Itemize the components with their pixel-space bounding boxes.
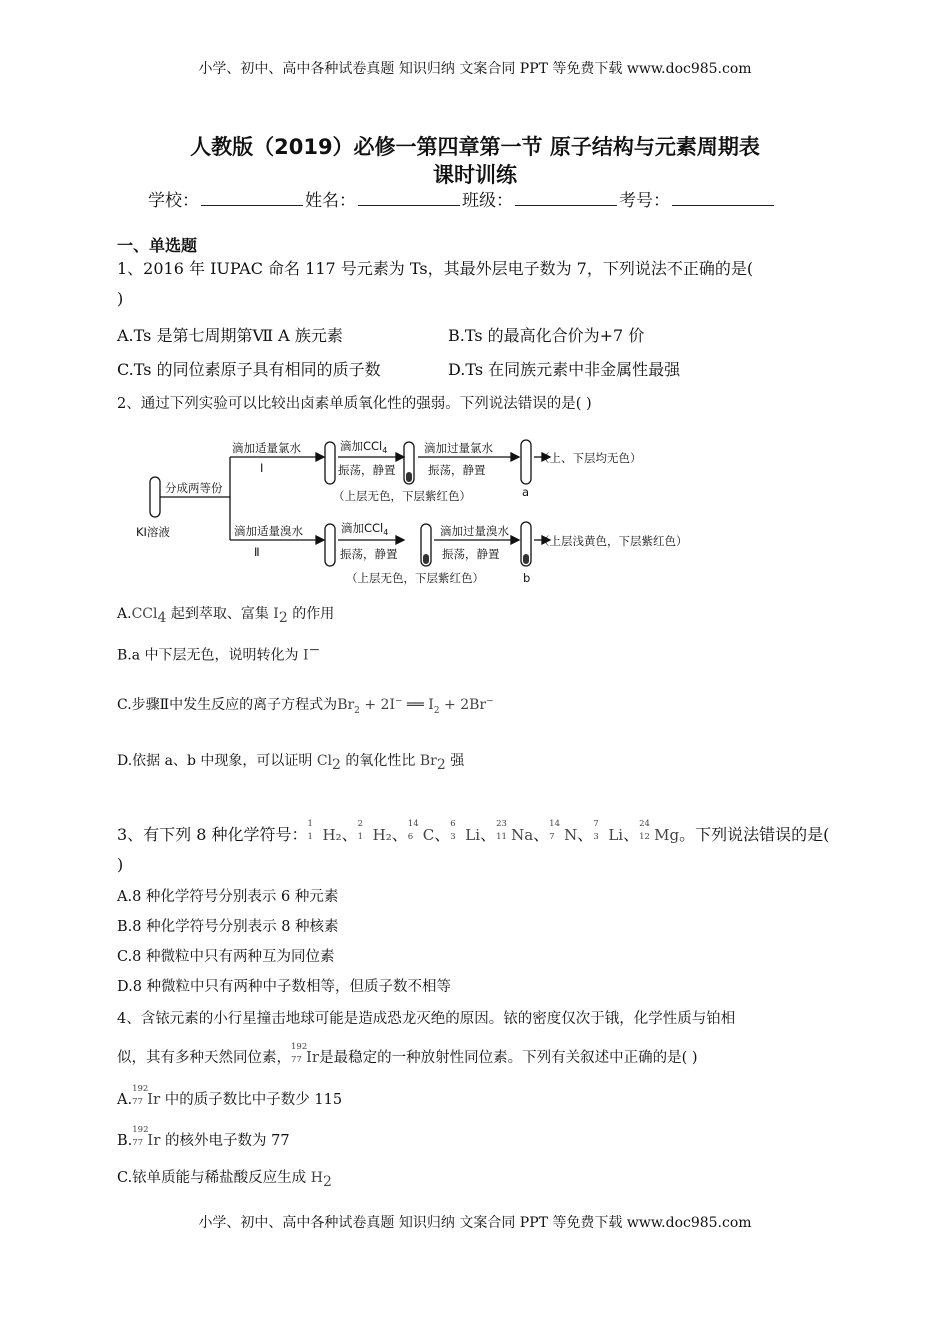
q2-stem: 2、通过下列实验可以比较出卤素单质氧化性的强弱。下列说法错误的是( ) bbox=[117, 396, 592, 412]
q3-option-a: A.8 种化学符号分别表示 6 种元素 bbox=[117, 889, 339, 905]
ionic-equation: $Br_2 + 2I^-$ ══ $I_2 + 2Br^-$ bbox=[337, 696, 494, 716]
q3-stem-end: ) bbox=[117, 855, 124, 874]
shake-label-3: 振荡，静置 bbox=[340, 547, 398, 561]
iridium-symbol: 192 77 Ir bbox=[132, 1084, 161, 1108]
roman-2: Ⅱ bbox=[254, 545, 260, 559]
class-label: 班级： bbox=[462, 191, 513, 211]
split-label: 分成两等份 bbox=[165, 481, 223, 495]
add-cl-water-label: 滴加适量氯水 bbox=[232, 441, 301, 455]
q3-stem: 3、有下列 8 种化学符号： 1 1 H₂、 2 1 H₂、 14 6 C、 6 3 Li、 23 11 Na、 14 7 N、 7 3 Li、 24 12 Mg。下列说法错误的是( bbox=[117, 819, 830, 844]
nuclide-symbol: 14 7 N bbox=[549, 819, 578, 844]
label-a: a bbox=[522, 485, 530, 499]
ki-test-tube bbox=[150, 477, 160, 517]
q1-option-c: C.Ts 的同位素原子具有相同的质子数 bbox=[117, 360, 381, 379]
nuclide-symbol: 14 6 C bbox=[407, 819, 435, 844]
q3-option-b: B.8 种化学符号分别表示 8 种核素 bbox=[117, 919, 339, 935]
experiment-diagram bbox=[128, 432, 728, 594]
shake-label-1: 振荡，静置 bbox=[338, 463, 396, 477]
iridium-symbol: 192 77 Ir bbox=[132, 1125, 161, 1149]
add-br-water-label: 滴加适量溴水 bbox=[234, 524, 303, 538]
ki-label: KI溶液 bbox=[136, 525, 170, 539]
nuclide-symbol: 1 1 H₂ bbox=[307, 819, 342, 844]
add-excess-cl-label: 滴加过量氯水 bbox=[424, 441, 493, 455]
q1-option-d: D.Ts 在同族元素中非金属性最强 bbox=[448, 360, 681, 379]
result-label-1: （上层无色，下层紫红色） bbox=[333, 489, 471, 503]
final-a-label: （上、下层均无色） bbox=[538, 451, 642, 465]
page-header: 小学、初中、高中各种试卷真题 知识归纳 文案合同 PPT 等免费下载 www.doc985.com bbox=[198, 61, 752, 77]
q4-option-a: A. 192 77 Ir 中的质子数比中子数少 115 bbox=[117, 1084, 343, 1108]
tube-a bbox=[521, 440, 531, 484]
tube-1a bbox=[325, 442, 335, 484]
tube-2a bbox=[325, 524, 335, 566]
name-label: 姓名： bbox=[305, 191, 356, 211]
q4-option-c: C.铱单质能与稀盐酸反应生成 $H_2$ bbox=[117, 1170, 332, 1190]
class-blank[interactable] bbox=[515, 191, 617, 206]
add-ccl4-label-2: 滴加CCl$_4$ bbox=[341, 521, 389, 537]
q2-option-b: B.a 中下层无色，说明转化为 I− bbox=[117, 642, 321, 664]
shake-label-4: 振荡，静置 bbox=[442, 547, 500, 561]
q2-option-a: A.CCl$_4$ 起到萃取、富集 $I_2$ 的作用 bbox=[117, 606, 335, 626]
doc-title: 人教版（2019）必修一第四章第一节 原子结构与元素周期表 bbox=[190, 135, 760, 159]
exam-no-blank[interactable] bbox=[672, 191, 774, 206]
q2-option-d: D.依据 a、b 中现象，可以证明 $Cl_2$ 的氧化性比 $Br_2$ 强 bbox=[117, 753, 465, 773]
exam-no-label: 考号： bbox=[619, 191, 670, 211]
section-title: 一、单选题 bbox=[117, 236, 198, 255]
student-info-line bbox=[148, 186, 776, 211]
add-ccl4-label-1: 滴加CCl$_4$ bbox=[340, 439, 388, 455]
iridium-symbol: 192 77 Ir bbox=[291, 1042, 320, 1066]
name-blank[interactable] bbox=[358, 191, 460, 206]
school-blank[interactable] bbox=[201, 191, 303, 206]
nuclide-symbol: 7 3 Li bbox=[593, 819, 624, 844]
nuclide-symbol: 23 11 Na bbox=[496, 819, 534, 844]
q2-option-c: C.步骤Ⅱ中发生反应的离子方程式为$Br_2 + 2I^-$ ══ $I_2 + 2Br^-$ bbox=[117, 696, 494, 716]
shake-label-2: 振荡，静置 bbox=[428, 463, 486, 477]
q1-stem: 1、2016 年 IUPAC 命名 117 号元素为 Ts，其最外层电子数为 7，下列说法不正确的是( bbox=[117, 259, 754, 278]
label-b: b bbox=[523, 571, 531, 585]
q4-stem-line2: 似，其有多种天然同位素， 192 77 Ir是最稳定的一种放射性同位素。下列有关叙述中正确的是( ) bbox=[117, 1042, 698, 1066]
q4-stem: 4、含铱元素的小行星撞击地球可能是造成恐龙灭绝的原因。铱的密度仅次于锇，化学性质与铂相 bbox=[117, 1011, 736, 1027]
doc-subtitle: 课时训练 bbox=[433, 163, 517, 187]
add-excess-br-label: 滴加过量溴水 bbox=[440, 524, 509, 538]
page-footer: 小学、初中、高中各种试卷真题 知识归纳 文案合同 PPT 等免费下载 www.doc985.com bbox=[198, 1215, 752, 1231]
result-label-2: （上层无色，下层紫红色） bbox=[346, 571, 484, 585]
q1-option-a: A.Ts 是第七周期第Ⅶ A 族元素 bbox=[117, 326, 343, 345]
q1-option-b: B.Ts 的最高化合价为+7 价 bbox=[448, 326, 645, 345]
q3-option-d: D.8 种微粒中只有两种中子数相等，但质子数不相等 bbox=[117, 979, 452, 995]
q3-option-c: C.8 种微粒中只有两种互为同位素 bbox=[117, 949, 335, 965]
nuclide-symbol: 24 12 Mg bbox=[639, 819, 680, 844]
nuclide-symbol: 2 1 H₂ bbox=[357, 819, 392, 844]
q1-stem-end: ) bbox=[117, 289, 124, 308]
nuclide-symbol: 6 3 Li bbox=[450, 819, 481, 844]
school-label: 学校： bbox=[148, 191, 199, 211]
final-b-label: （上层浅黄色，下层紫红色） bbox=[538, 534, 688, 548]
q4-option-b: B. 192 77 Ir 的核外电子数为 77 bbox=[117, 1125, 290, 1149]
roman-1: Ⅰ bbox=[260, 461, 264, 475]
